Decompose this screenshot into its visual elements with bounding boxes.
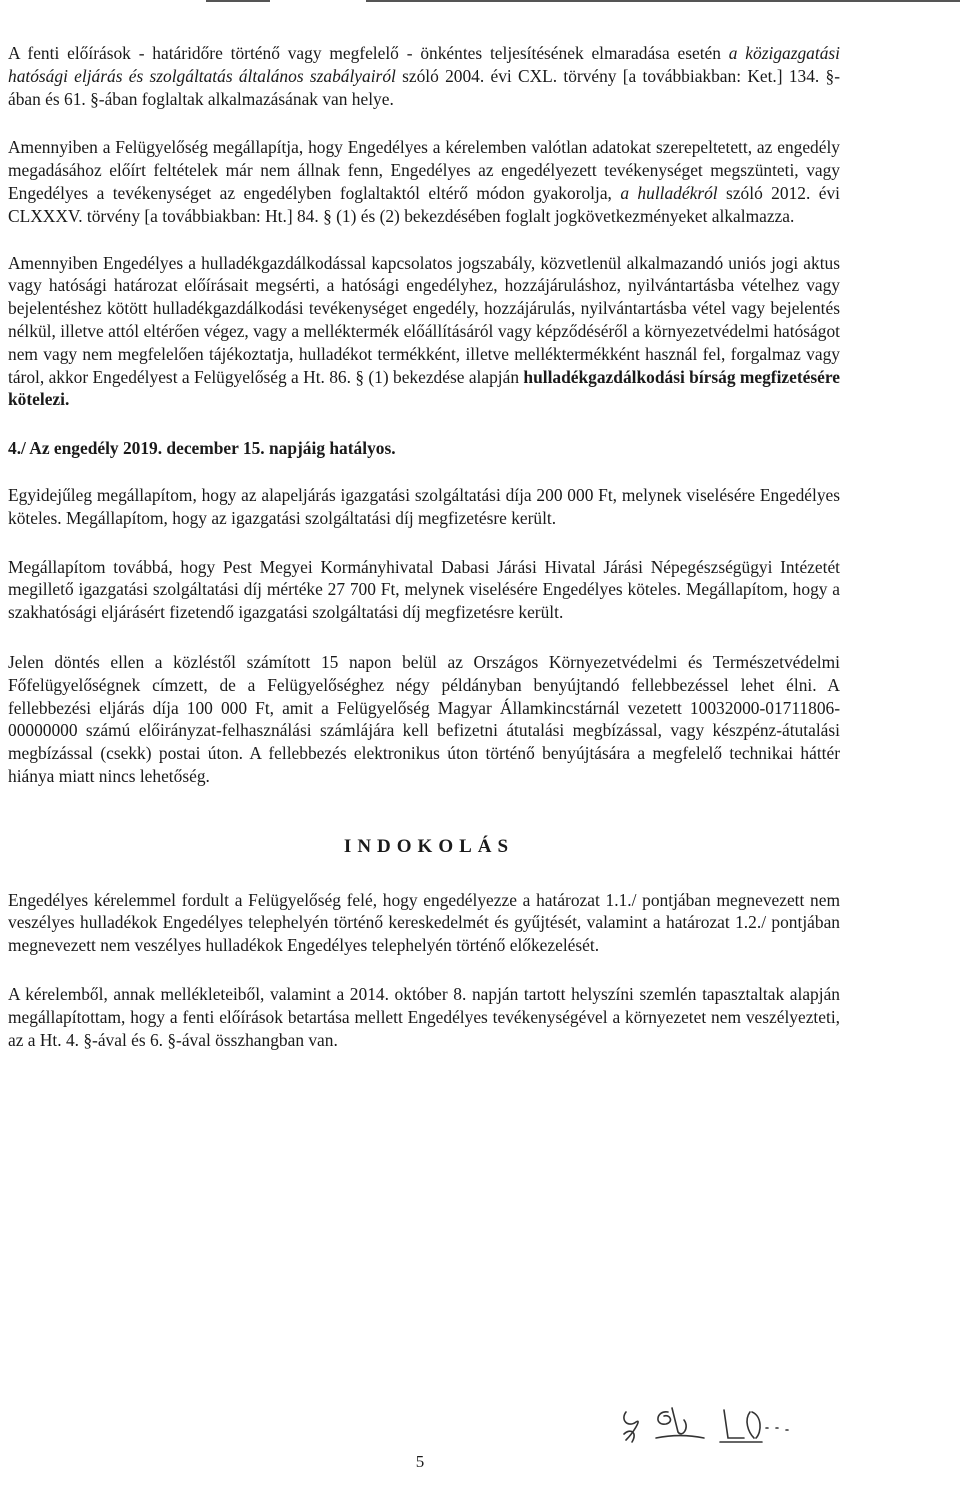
paragraph-enforcement: A fenti előírások - határidőre történő vagy megfelelő - önkéntes teljesítésének elmaradása esetén a közigazgatási hatósági eljárás és szolgáltatás általános szabályairól szóló 2004. évi CXL. törvény [a továbbiakban: Ket.] 134. §-ában és 61. §-ában foglaltak alkalmazásának van helye. (8, 43, 841, 109)
paragraph-findings: A kérelemből, annak mellékleteiből, valamint a 2014. október 8. napján tartott helyszíni szemlén tapasztaltak alapján megállapítottam, hogy a fenti előírások betartása mellett Engedélyes tevékenységével a környezetet nem veszélyezteti, az a Ht. 4. §-ával és 6. §-ával összhangban van. (8, 983, 840, 1050)
document-body (8, 42, 840, 1051)
paragraph-false-data: Amennyiben a Felügyelőség megállapítja, hogy Engedélyes a kérelemben valótlan adatokat szerepeltetett, az engedély megadásához előírt feltételek már nem állnak fenn, Engedélyes az engedélyezett tevékenységet megszünteti, vagy Engedélyes a tevékenységet az engedélyben foglaltaktól eltérő módon gyakorolja, a hulladékról szóló 2012. évi CLXXXV. törvény [a továbbiakban: Ht.] 84. § (1) és (2) bekezdésében foglalt jogkövetkezményeket alkalmazza. (8, 137, 840, 226)
paragraph-authority-fee: Megállapítom továbbá, hogy Pest Megyei Kormányhivatal Dabasi Járási Hivatal Járási Népegészségügyi Intézetét megillető igazgatási szolgáltatási díj mértéke 27 700 Ft, melynek viselésére Engedélyes köteles. Megállapítom, hogy a szakhatósági eljárásért fizetendő igazgatási szolgáltatási díj megfizetésre került. (8, 556, 840, 623)
paragraph-request: Engedélyes kérelemmel fordult a Felügyelőség felé, hogy engedélyezze a határozat 1.1./ pontjában megnevezett nem veszélyes hulladékok Engedélyes telephelyén történő kereskedelmét és gyűjtését, valamint a határozat 1.2./ pontjában megnevezett nem veszélyes hulladékok Engedélyes telephelyén történő előkezelését. (8, 889, 840, 956)
top-rule-left (206, 0, 270, 2)
page-number: 5 (415, 1452, 425, 1471)
paragraph-service-fee: Egyidejűleg megállapítom, hogy az alapeljárás igazgatási szolgáltatási díja 200 000 Ft, melynek viselésére Engedélyes köteles. Megállapítom, hogy az igazgatási szolgáltatási díj megfizetésre került. (8, 484, 840, 528)
fine-emphasis: hulladékgazdálkodási bírság megfizetésére kötelezi. (8, 366, 840, 410)
section-heading-indokolas: INDOKOLÁS (343, 835, 515, 857)
top-rule-right (366, 0, 960, 2)
law-title-ket: a közigazgatási hatósági eljárás és szolgáltatás általános szabályairól (8, 43, 840, 86)
law-title-ht: a hulladékról (620, 182, 718, 203)
paragraph-fine: Amennyiben Engedélyes a hulladékgazdálkodással kapcsolatos jogszabály, közvetlenül alkalmazandó uniós jogi aktus vagy hatósági határozat előírásait megsérti, a hatósági engedélyhez, hozzájáruláshoz, nyilvántartásba vételhez vagy bejelentéshez kötött hulladékgazdálkodási tevékenységet engedély, hozzájárulás, nyilvántartásba vétel vagy bejelentés nélkül, illetve attól eltérően végez, vagy a melléktermék előállításáról vagy képződéséről a környezetvédelmi hatóságot nem vagy nem megfelelően tájékoztatja, hulladékot termékként, illetve melléktermékként használ fel, forgalmaz vagy tárol, akkor Engedélyest a Felügyelőség a Ht. 86. § (1) bekezdése alapján hulladékgazdálkodási bírság megfizetésére kötelezi. (8, 252, 840, 410)
paragraph-appeal: Jelen döntés ellen a közléstől számított 15 napon belül az Országos Környezetvédelmi és Természetvédelmi Főfelügyelőségnek címzett, de a Felügyelőséghez négy példányban benyújtandó fellebbezéssel lehet élni. A fellebbezési eljárás díja 100 000 Ft, amit a Felügyelőség Magyar Államkincstárnál vezetett 10032000-01711806-00000000 számú előirányzat-felhasználási számlájára kell befizetni átutalási megbízással, vagy készpénz-átutalási megbízással (csekk) postai úton. A fellebbezés elektronikus úton történő benyújtására a megfelelő technikai háttér hiánya miatt nincs lehetőség. (8, 651, 840, 786)
handwritten-initials (616, 1398, 876, 1448)
paragraph-validity: 4./ Az engedély 2019. december 15. napjáig hatályos. (8, 438, 396, 459)
